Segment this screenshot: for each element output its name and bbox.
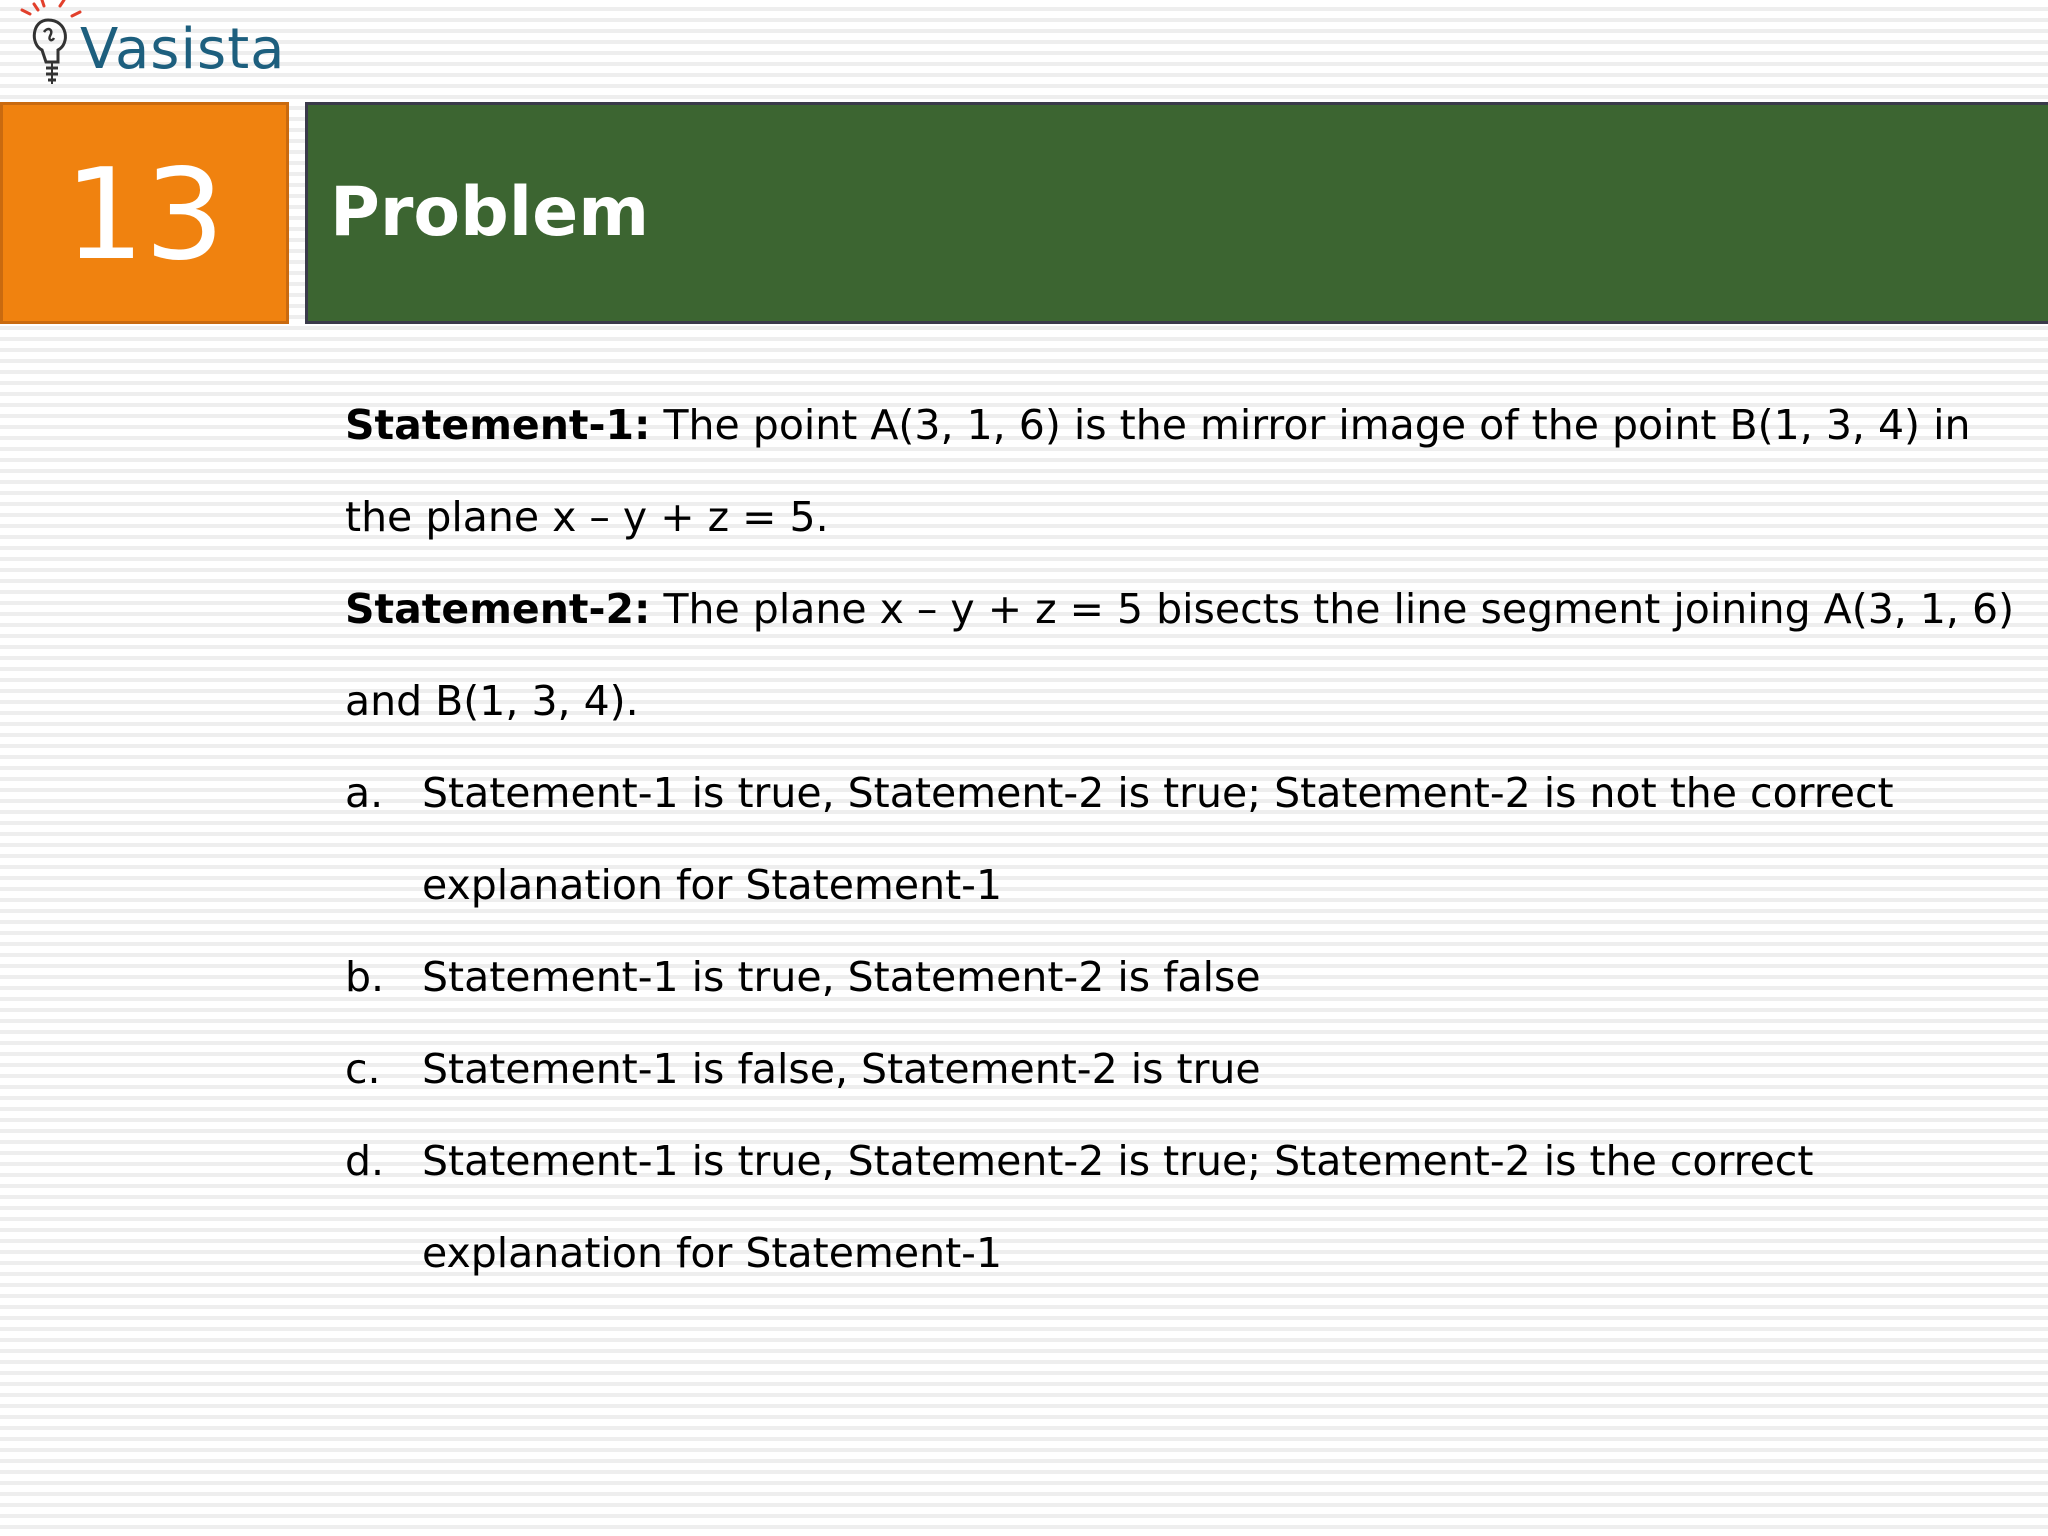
option-c-letter: c. xyxy=(345,1045,381,1093)
statement-1 xyxy=(345,379,2025,563)
option-b xyxy=(345,931,2025,1023)
vasista-logo xyxy=(18,0,288,100)
slide-title: Problem xyxy=(330,173,650,252)
slide-number: 13 xyxy=(64,141,225,288)
option-d xyxy=(345,1115,2025,1299)
option-c-text: Statement-1 is false, Statement-2 is true xyxy=(422,1045,1261,1093)
title-bar xyxy=(305,102,2048,324)
statement-1-text: The point A(3, 1, 6) is the mirror image of the point B(1, 3, 4) in the plane x – y + z = 5. xyxy=(345,401,1971,541)
logo-text: Vasista xyxy=(80,17,286,82)
slide-number-box xyxy=(0,102,289,324)
statement-1-label: Statement-1: xyxy=(345,401,651,449)
option-c xyxy=(345,1023,2025,1115)
option-b-text: Statement-1 is true, Statement-2 is false xyxy=(422,953,1261,1001)
option-d-letter: d. xyxy=(345,1137,385,1185)
option-b-letter: b. xyxy=(345,953,385,1001)
logo-sparks xyxy=(22,0,80,16)
statement-2 xyxy=(345,563,2025,747)
option-d-text: Statement-1 is true, Statement-2 is true; Statement-2 is the correct explanation for Statement-1 xyxy=(422,1137,1814,1277)
option-a-text: Statement-1 is true, Statement-2 is true; Statement-2 is not the correct explanation for Statement-1 xyxy=(422,769,1894,909)
option-a-letter: a. xyxy=(345,769,384,817)
statement-2-label: Statement-2: xyxy=(345,585,651,633)
problem-content xyxy=(345,379,2025,1299)
statement-2-text: The plane x – y + z = 5 bisects the line segment joining A(3, 1, 6) and B(1, 3, 4). xyxy=(345,585,2015,725)
option-a xyxy=(345,747,2025,931)
